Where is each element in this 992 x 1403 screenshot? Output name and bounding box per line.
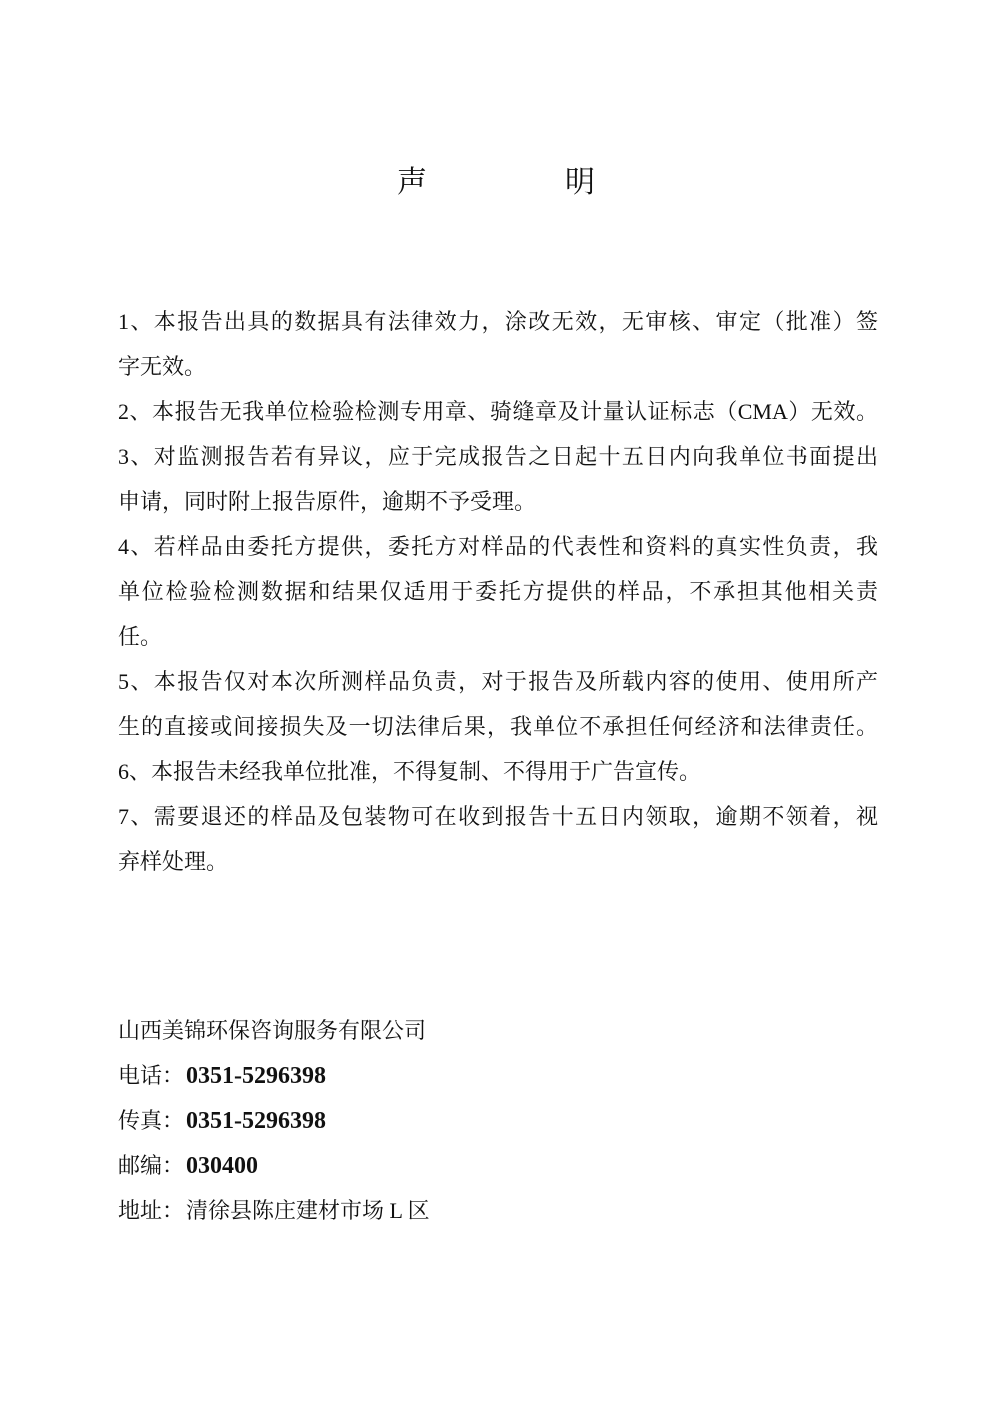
statement-line: 申请，同时附上报告原件，逾期不予受理。 <box>118 489 537 514</box>
statement-line: 2、本报告无我单位检验检测专用章、骑缝章及计量认证标志（CMA）无效。 <box>118 399 878 424</box>
contact-line <box>118 1188 430 1233</box>
contact-label: 传真： <box>118 1108 185 1133</box>
contact-value: 030400 <box>186 1153 259 1179</box>
title-char-1: 声 <box>397 166 427 199</box>
contact-label: 电话： <box>118 1063 185 1088</box>
contact-label: 邮编： <box>118 1153 185 1178</box>
contact-block <box>118 1008 430 1233</box>
statement-line: 生的直接或间接损失及一切法律后果，我单位不承担任何经济和法律责任。 <box>118 714 878 739</box>
statement-line: 4、若样品由委托方提供，委托方对样品的代表性和资料的真实性负责，我 <box>118 534 878 559</box>
contact-value: 0351-5296398 <box>186 1063 327 1089</box>
statement-line: 7、需要退还的样品及包装物可在收到报告十五日内领取，逾期不领着，视 <box>118 804 878 829</box>
company-name: 山西美锦环保咨询服务有限公司 <box>118 1018 427 1043</box>
contact-value: 清徐县陈庄建材市场 L 区 <box>186 1198 430 1223</box>
statement-line: 字无效。 <box>118 354 207 379</box>
statement-line: 任。 <box>118 624 163 649</box>
statement-line: 单位检验检测数据和结果仅适用于委托方提供的样品，不承担其他相关责 <box>118 579 878 604</box>
statement-line: 5、本报告仅对本次所测样品负责，对于报告及所载内容的使用、使用所产 <box>118 669 878 694</box>
statement-item-7 <box>118 794 878 884</box>
page-title <box>0 164 992 202</box>
statement-line: 弃样处理。 <box>118 849 229 874</box>
title-char-2: 明 <box>565 166 595 199</box>
contact-line <box>118 1143 430 1188</box>
statement-item-3 <box>118 434 878 524</box>
statement-body <box>118 299 878 884</box>
statement-item-2 <box>118 389 878 434</box>
statement-item-1 <box>118 299 878 389</box>
statement-line: 3、对监测报告若有异议，应于完成报告之日起十五日内向我单位书面提出 <box>118 444 878 469</box>
contact-line <box>118 1098 430 1143</box>
contact-value: 0351-5296398 <box>186 1108 327 1134</box>
contact-lines <box>118 1053 430 1233</box>
statement-item-5 <box>118 659 878 749</box>
statement-line: 6、本报告未经我单位批准，不得复制、不得用于广告宣传。 <box>118 759 702 784</box>
contact-label: 地址： <box>118 1198 185 1223</box>
statement-item-4 <box>118 524 878 659</box>
statement-item-6 <box>118 749 878 794</box>
statement-line: 1、本报告出具的数据具有法律效力，涂改无效，无审核、审定（批准）签 <box>118 309 878 334</box>
contact-line <box>118 1053 430 1098</box>
